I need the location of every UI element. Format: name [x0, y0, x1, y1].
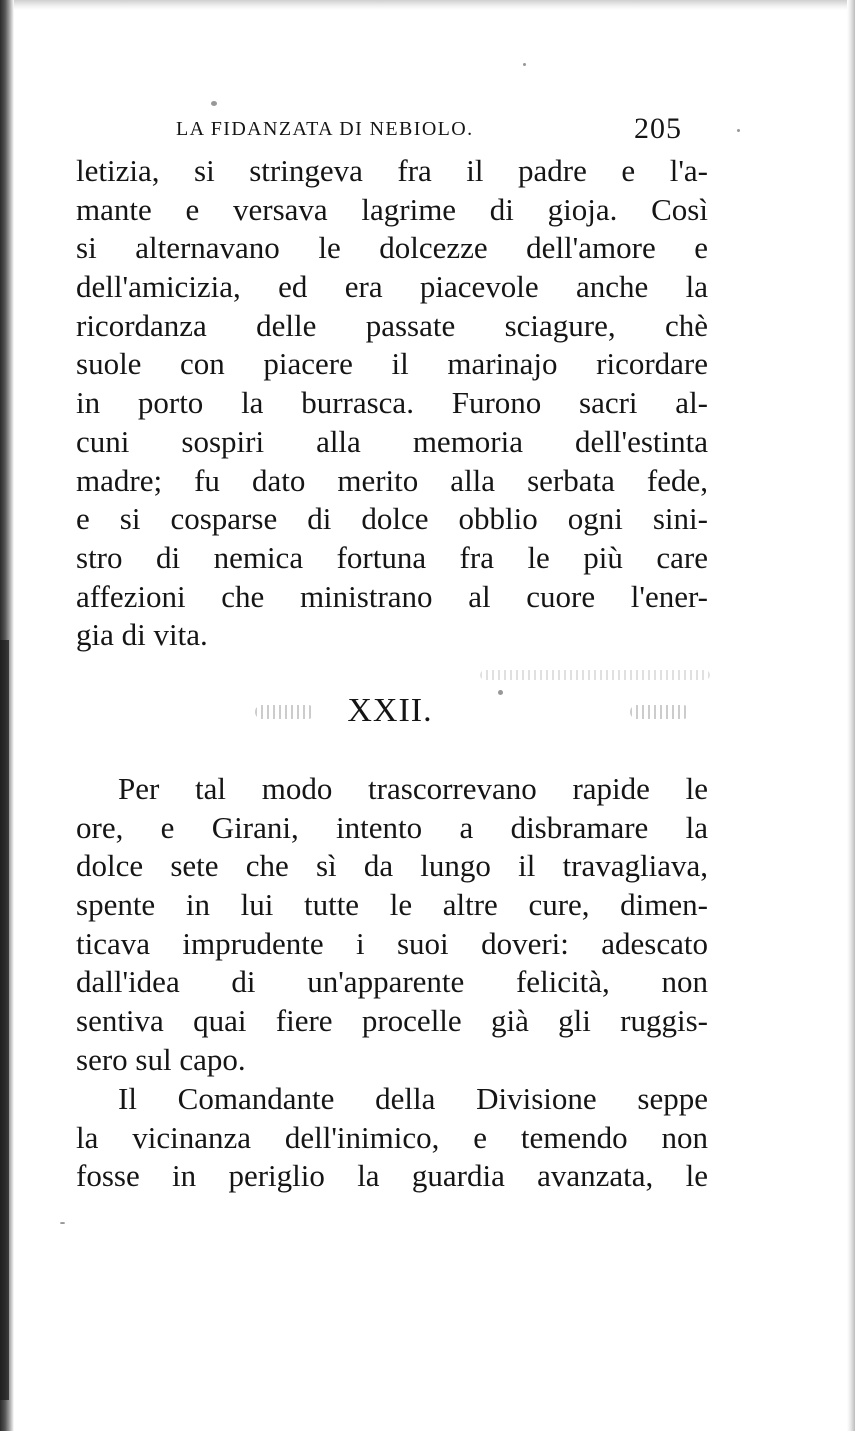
- text-line: affezioni che ministrano al cuore l'ener-: [76, 578, 708, 614]
- text-line: Il Comandante della Divisione seppe: [118, 1081, 708, 1116]
- text-line: fosse in periglio la guardia avanzata, le: [76, 1158, 708, 1194]
- running-head: [176, 112, 736, 148]
- scan-binding-dark-strip: [0, 640, 9, 1400]
- text-line: in porto la burrasca. Furono sacri al-: [76, 385, 708, 421]
- text-line: sentiva quai fiere procelle già gli ruggis-: [76, 1003, 708, 1039]
- text-line: si alternavano le dolcezze dell'amore e: [76, 230, 708, 266]
- text-line: ricordanza delle passate sciagure, chè: [76, 307, 708, 343]
- paragraph: [76, 770, 708, 1080]
- text-line: e si cosparse di dolce obblio ogni sini-: [76, 501, 708, 537]
- page-number: 205: [634, 112, 682, 145]
- text-line: sero sul capo.: [76, 1041, 246, 1077]
- text-line: dolce sete che sì da lungo il travagliava,: [76, 848, 708, 884]
- text-line: stro di nemica fortuna fra le più care: [76, 539, 708, 575]
- text-line: ticava imprudente i suoi doveri: adescato: [76, 925, 708, 961]
- scan-top-edge: [0, 0, 855, 10]
- text-line: cuni sospiri alla memoria dell'estinta: [76, 423, 708, 459]
- paragraph: [76, 1080, 708, 1196]
- scan-speck: [211, 101, 217, 106]
- chapter-heading: XXII.: [347, 692, 433, 729]
- text-line: dall'idea di un'apparente felicità, non: [76, 964, 708, 1000]
- text-line: ore, e Girani, intento a disbramare la: [76, 809, 708, 845]
- text-line: madre; fu dato merito alla serbata fede,: [76, 462, 708, 498]
- text-line: la vicinanza dell'inimico, e temendo non: [76, 1119, 708, 1155]
- text-line: gia di vita.: [76, 617, 208, 653]
- text-line: spente in lui tutte le altre cure, dimen-: [76, 887, 708, 923]
- text-line: letizia, si stringeva fra il padre e l'a-: [76, 153, 708, 188]
- scan-right-edge: [847, 0, 855, 1431]
- text-line: suole con piacere il marinajo ricordare: [76, 346, 708, 382]
- text-line: Per tal modo trascorrevano rapide le: [118, 771, 708, 806]
- text-line: mante e versava lagrime di gioja. Così: [76, 191, 708, 227]
- text-line: dell'amicizia, ed era piacevole anche la: [76, 269, 708, 305]
- scan-smudge: [480, 670, 710, 680]
- scan-speck: [737, 129, 740, 132]
- scan-speck: [523, 63, 526, 66]
- running-title: LA FIDANZATA DI NEBIOLO.: [176, 118, 474, 140]
- scan-speck: [60, 1222, 65, 1224]
- paragraph-continuation: [76, 152, 708, 655]
